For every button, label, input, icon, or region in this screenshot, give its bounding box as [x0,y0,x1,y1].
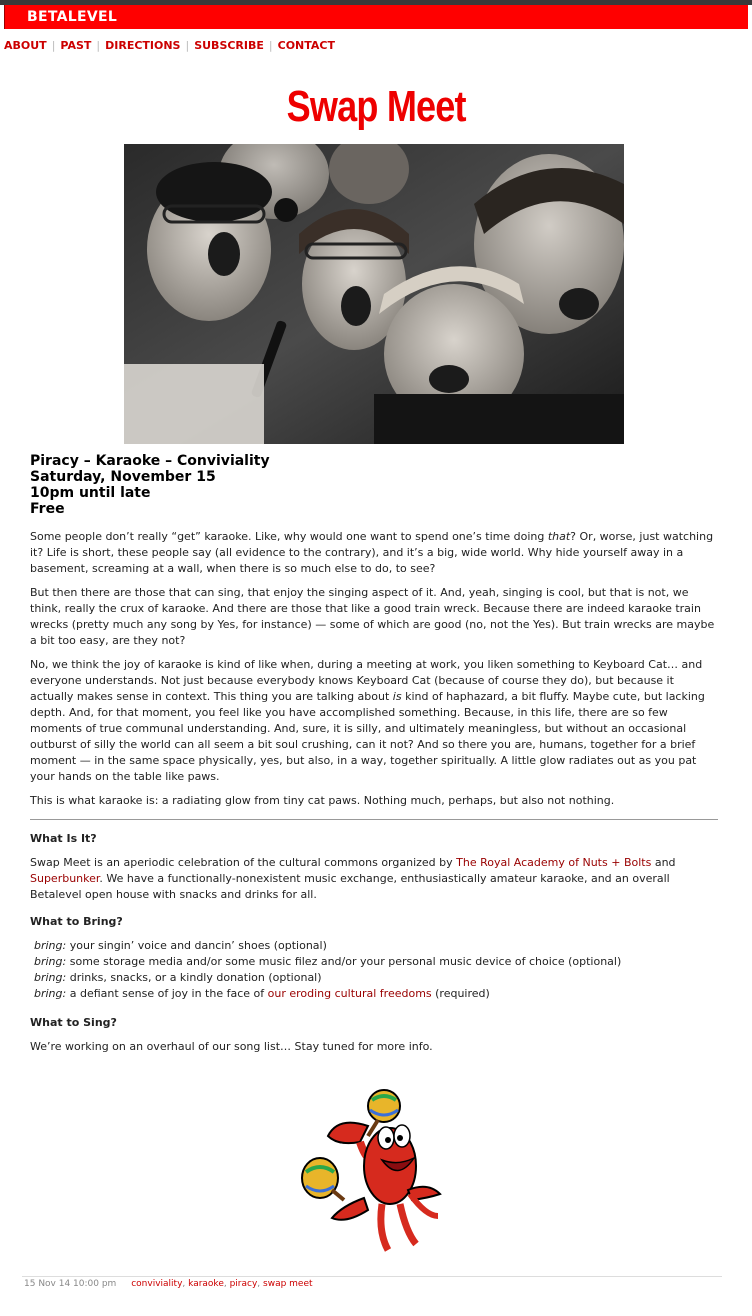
tag-link[interactable]: karaoke [188,1279,224,1289]
post-date: 15 Nov 14 10:00 pm [24,1279,117,1289]
royal-academy-link[interactable]: The Royal Academy of Nuts + Bolts [456,856,652,869]
what-to-sing-heading: What to Sing? [30,1016,117,1029]
nav-past[interactable]: PAST [60,39,92,52]
brand-bar [4,5,748,29]
body-paragraph-1: Some people don’t really “get” karaoke. Like, why would one want to spend one’s time doing that? Or, worse, just watching it? Life is short, these people say (all evidence to the contrary), and it’s a big, wide world. Why hide yourself away in a basement, screaming at a wall, when there is so much else to do, to see? [30,530,714,575]
event-content [30,453,718,1063]
what-is-it-text: Swap Meet is an aperiodic celebration of the cultural commons organized by The Royal Academy of Nuts + Bolts and Superbunker. We have a functionally-nonexistent music exchange, enthusiastically amateur karaoke, and an overall Betalevel open house with snacks and drinks for all. [30,856,676,901]
section-divider [30,819,718,820]
nav-directions[interactable]: DIRECTIONS [105,39,181,52]
nav-contact[interactable]: CONTACT [277,39,335,52]
event-date: Saturday, November 15 [30,469,216,485]
tag-link[interactable]: piracy [229,1279,258,1289]
nav-subscribe[interactable]: SUBSCRIBE [194,39,264,52]
list-item: bring: a defiant sense of joy in the face of our eroding cultural freedoms (required) [34,987,490,1000]
body-paragraph-3: No, we think the joy of karaoke is kind of like when, during a meeting at work, you liken something to Keyboard Cat… and everyone understands. Not just because everybody knows Keyboard Cat (because of course they do), but because it actually makes sense in context. This thing you are talking about is kind of haphazard, a bit fluffy. Maybe cute, but lacking depth. And, for that moment, you feel like you have accomplished something. Because, in this life, there are so few moments of true communal understanding. And, sure, it is silly, and ultimately meaningless, but without an occasional outburst of silly the world can all seem a bit soul crushing, can it not? And so there you are, humans, together for a brief moment — in the same space physically, yes, but also, in a way, together spiritually. A little glow radiates out as you pat your hands on the table like paws. [30,658,705,783]
brand-link[interactable]: BETALEVEL [27,9,118,25]
event-title-wrap [0,81,752,137]
event-price: Free [30,501,65,517]
what-to-sing-text: We’re working on an overhaul of our song list… Stay tuned for more info. [30,1040,433,1053]
cultural-freedoms-link[interactable]: our eroding cultural freedoms [267,987,432,1000]
body-paragraph-4: This is what karaoke is: a radiating glow from tiny cat paws. Nothing much, perhaps, but also not nothing. [30,794,615,807]
event-title: Swap Meet [286,82,466,131]
list-item: bring: drinks, snacks, or a kindly donation (optional) [34,971,322,984]
event-time: 10pm until late [30,485,151,501]
event-header [30,453,718,517]
list-item: bring: your singin’ voice and dancin’ shoes (optional) [34,939,327,952]
body-paragraph-2: But then there are those that can sing, that enjoy the singing aspect of it. And, yeah, singing is cool, but that is not, we think, really the crux of karaoke. And there are those that like a good train wreck. Because there are indeed karaoke train wrecks (pretty much any song by Yes, for instance) — some of which are good (no, not the Yes). But train wrecks are maybe a bit too easy, are they not? [30,586,715,647]
list-item: bring: some storage media and/or some music filez and/or your personal music device of choice (optional) [34,955,622,968]
what-is-it-heading: What Is It? [30,832,97,845]
bring-list [34,938,718,1002]
what-to-bring-heading: What to Bring? [30,915,123,928]
tag-link[interactable]: swap meet [263,1279,313,1289]
main-nav: ABOUT | PAST | DIRECTIONS | SUBSCRIBE | CONTACT [4,39,335,52]
event-tagline: Piracy – Karaoke – Conviviality [30,453,270,469]
post-footer: 15 Nov 14 10:00 pm conviviality, karaoke, piracy, swap meet [22,1276,722,1289]
nav-about[interactable]: ABOUT [4,39,47,52]
maraca-crab-illustration [298,1086,450,1256]
karaoke-crowd-photo [124,144,624,444]
superbunker-link[interactable]: Superbunker [30,872,100,885]
tag-link[interactable]: conviviality [131,1279,183,1289]
